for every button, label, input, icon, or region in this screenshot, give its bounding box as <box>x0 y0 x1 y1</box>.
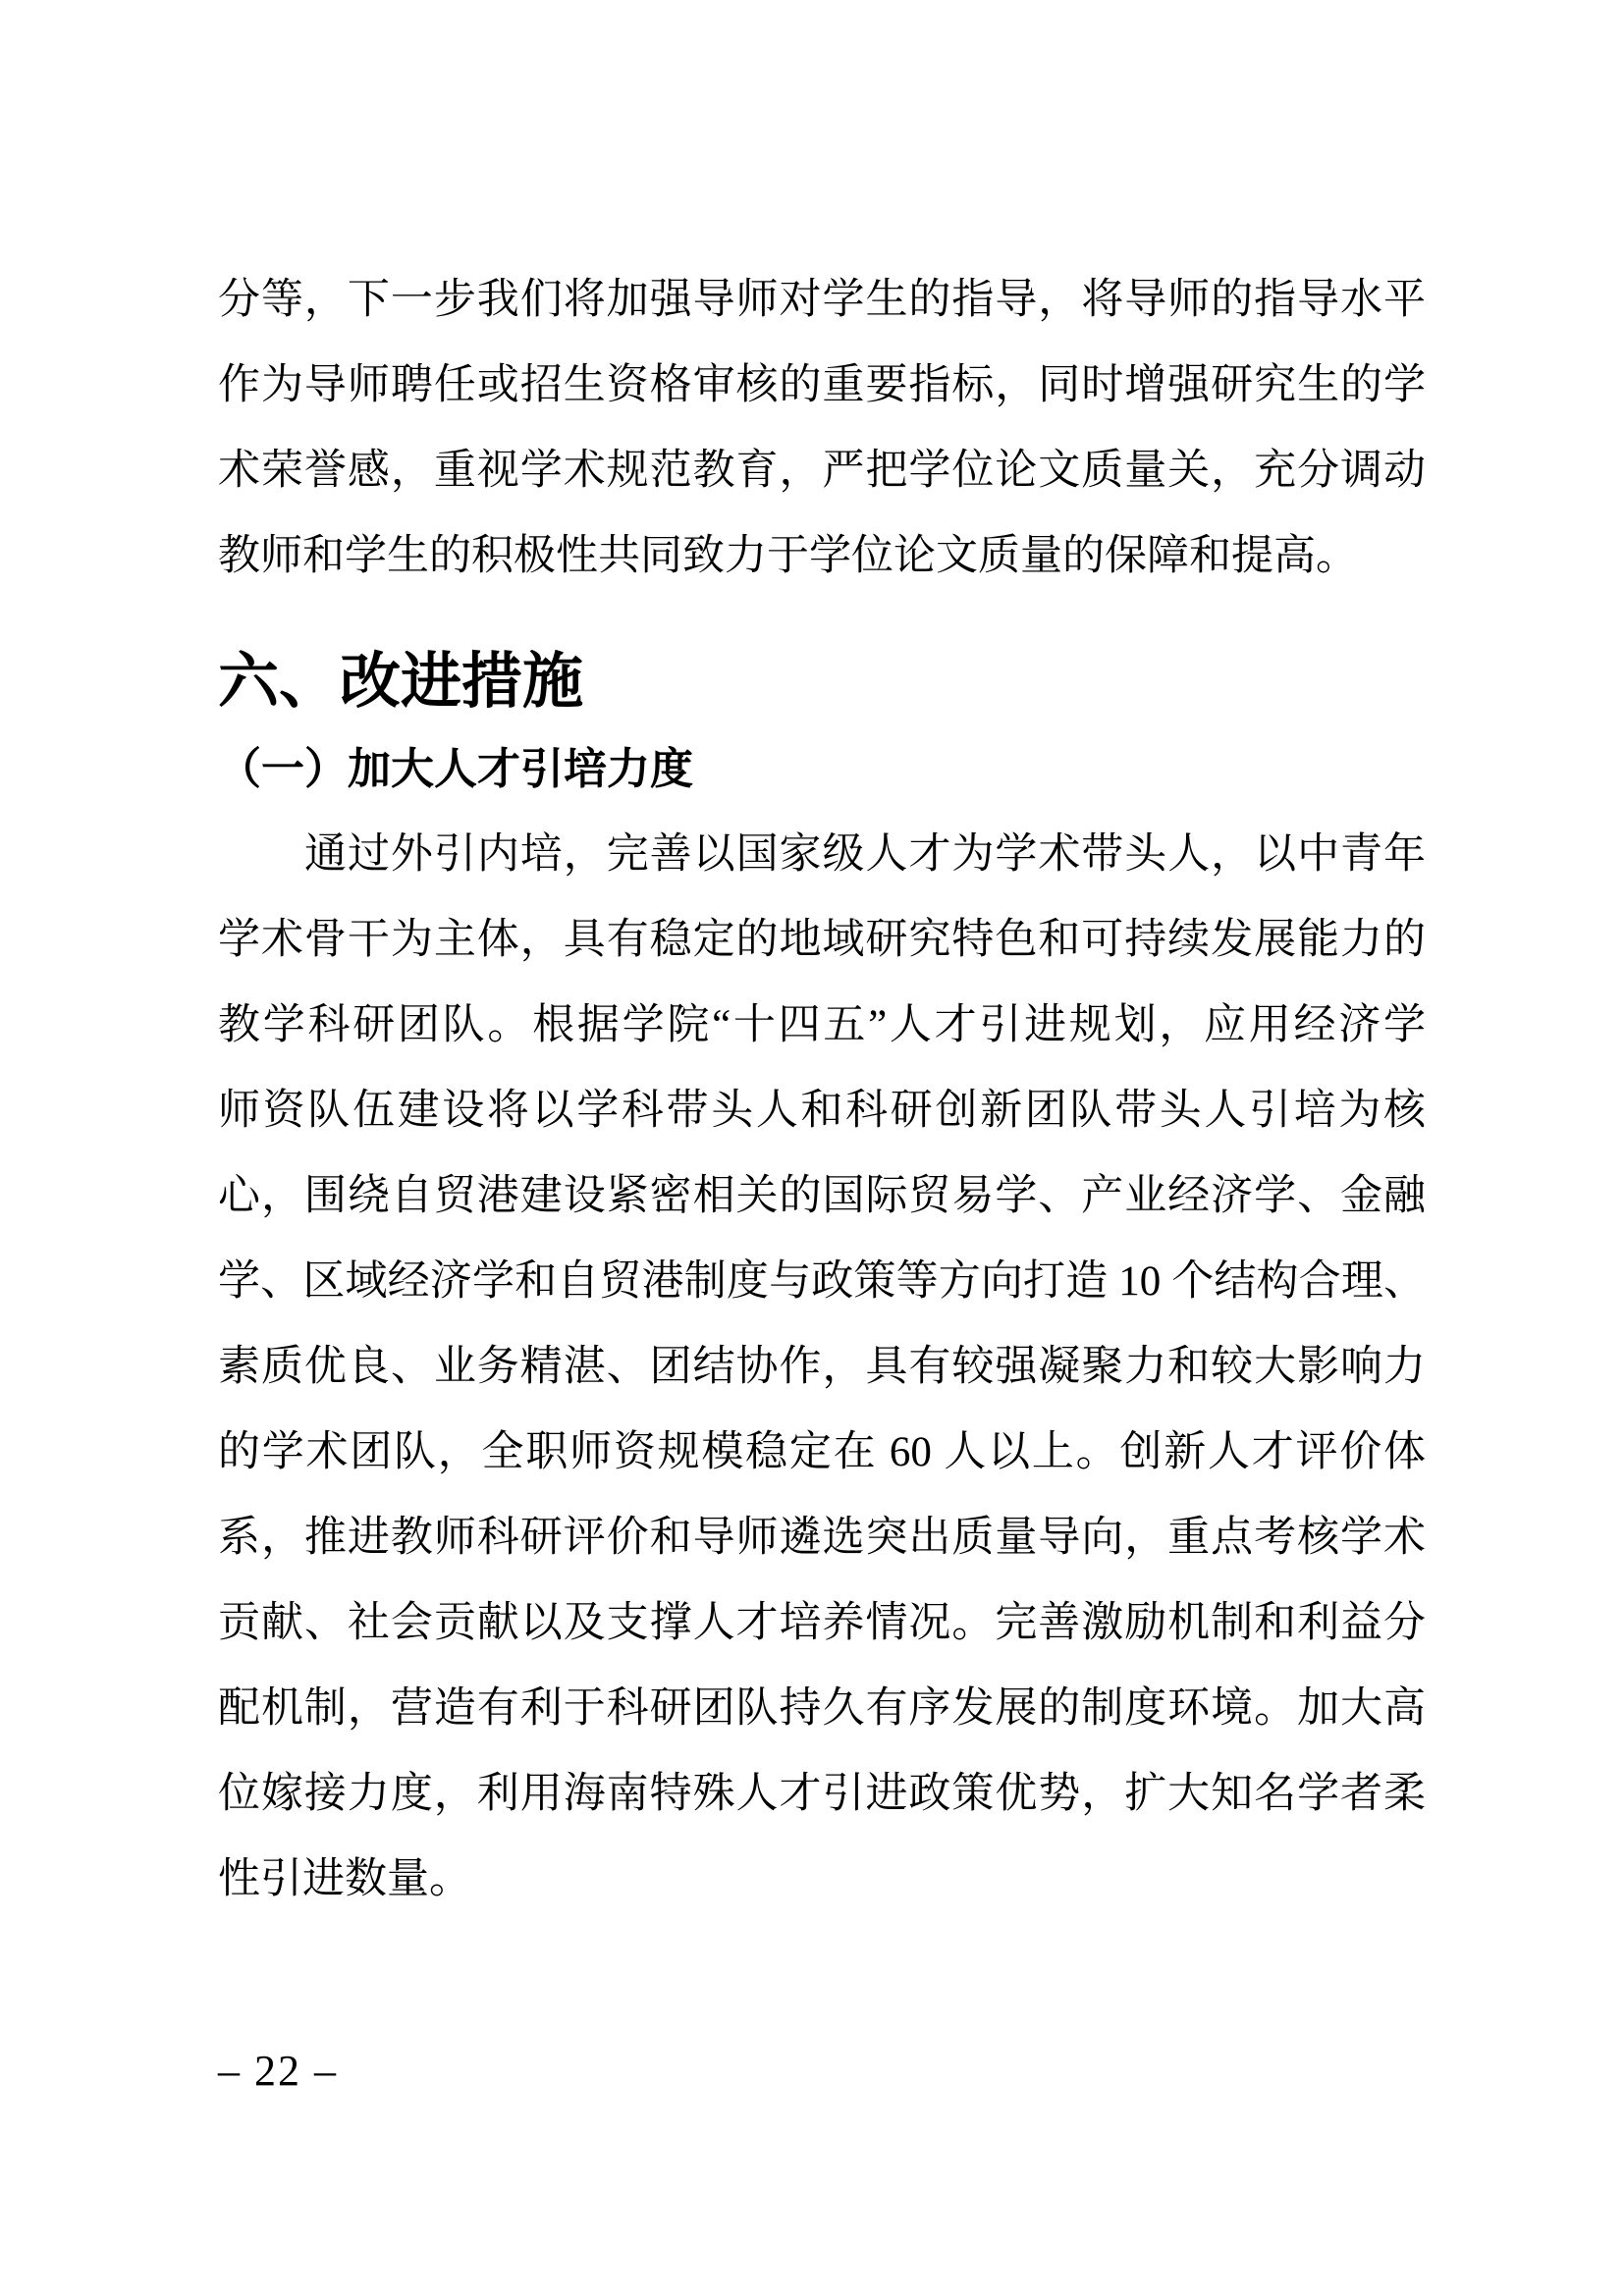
text-line: 素质优良、业务精湛、团结协作，具有较强凝聚力和较大影响力 <box>218 1344 1426 1390</box>
text-line: 学、区域经济学和自贸港制度与政策等方向打造 10 个结构合理、 <box>218 1258 1426 1305</box>
text-line: 配机制，营造有利于科研团队持久有序发展的制度环境。加大高 <box>218 1685 1426 1732</box>
text-line: 师资队伍建设将以学科带头人和科研创新团队带头人引培为核 <box>218 1088 1426 1134</box>
text-line: 贡献、社会贡献以及支撑人才培养情况。完善激励机制和利益分 <box>218 1600 1426 1646</box>
text-line: 学术骨干为主体，具有稳定的地域研究特色和可持续发展能力的 <box>218 917 1426 963</box>
text-line: 分等，下一步我们将加强导师对学生的指导，将导师的指导水平 <box>218 277 1426 323</box>
page-number: – 22 – <box>218 2047 338 2095</box>
paragraph-continuation <box>218 257 1426 599</box>
paragraph-talent-measures <box>218 812 1426 1922</box>
text-line: 教学科研团队。根据学院“十四五”人才引进规划，应用经济学 <box>218 1002 1426 1048</box>
text-line: 的学术团队，全职师资规模稳定在 60 人以上。创新人才评价体 <box>218 1429 1426 1475</box>
text-line: 教师和学生的积极性共同致力于学位论文质量的保障和提高。 <box>218 533 1358 579</box>
text-line: 位嫁接力度，利用海南特殊人才引进政策优势，扩大知名学者柔 <box>218 1771 1426 1817</box>
text-line: 性引进数量。 <box>218 1856 471 1902</box>
section-heading: 六、改进措施 <box>218 649 584 716</box>
text-line: 作为导师聘任或招生资格审核的重要指标，同时增强研究生的学 <box>218 362 1426 408</box>
text-line: 系，推进教师科研评价和导师遴选突出质量导向，重点考核学术 <box>218 1515 1426 1561</box>
text-line: 心，围绕自贸港建设紧密相关的国际贸易学、产业经济学、金融 <box>218 1173 1426 1219</box>
text-line: 术荣誉感，重视学术规范教育，严把学位论文质量关，充分调动 <box>218 448 1426 494</box>
subsection-heading: （一）加大人才引培力度 <box>218 745 693 793</box>
document-body <box>218 257 1426 1922</box>
text-line: 通过外引内培，完善以国家级人才为学术带头人，以中青年 <box>304 831 1426 878</box>
